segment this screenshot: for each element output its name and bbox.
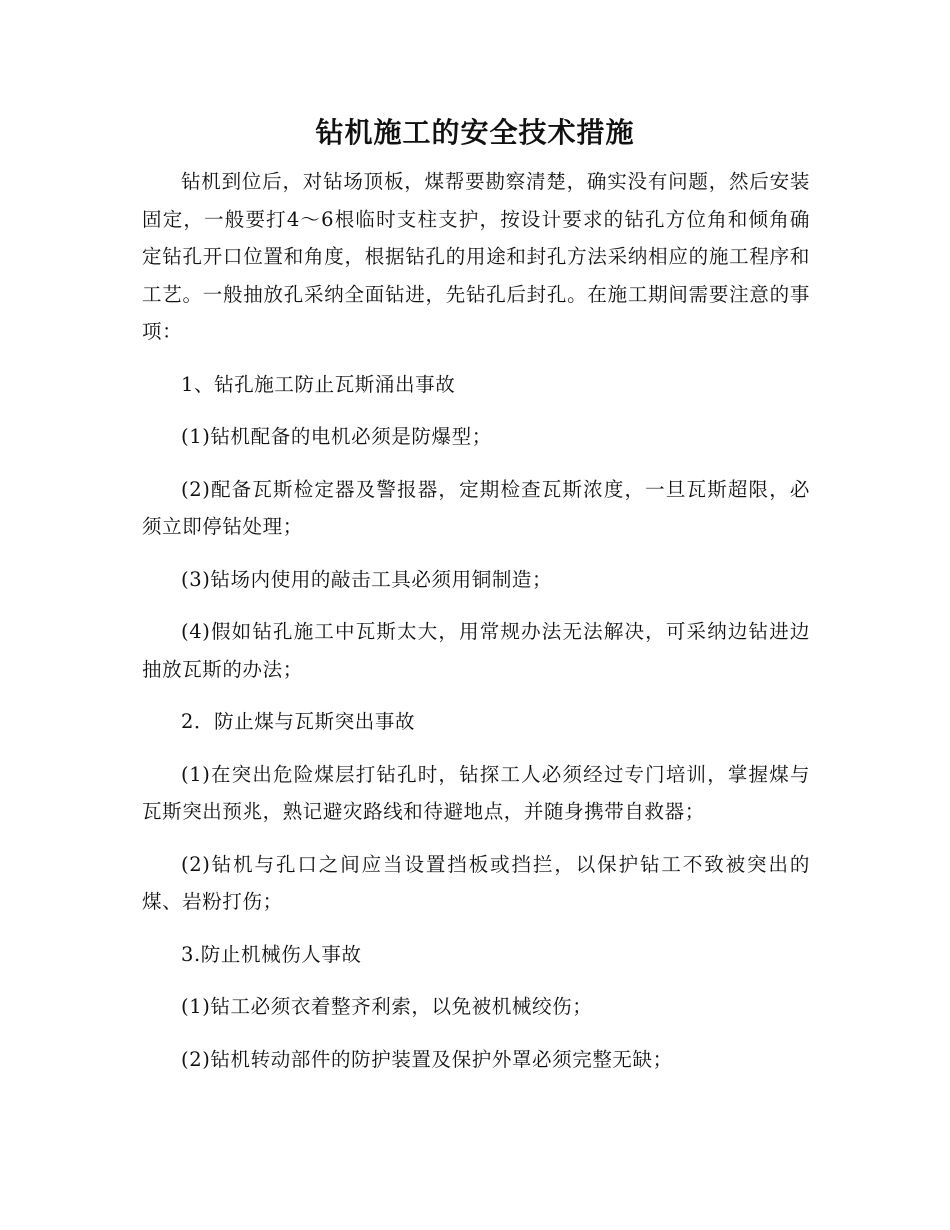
section-heading-2: 2．防止煤与瓦斯突出事故 <box>181 710 416 733</box>
section-heading-3: 3.防止机械伤人事故 <box>181 942 362 966</box>
list-item-1-3: (3)钻场内使用的敲击工具必须用铜制造； <box>181 567 553 591</box>
list-item-1-4: (4)假如钻孔施工中瓦斯太大，用常规办法无法解决，可采纳边钻进边抽放瓦斯的办法； <box>142 620 810 681</box>
section-heading-1: 1、钻孔施工防止瓦斯涌出事故 <box>181 372 456 396</box>
list-item-1-1: (1)钻机配备的电机必须是防爆型； <box>181 425 492 448</box>
list-item-1-2: (2)配备瓦斯检定器及警报器，定期检查瓦斯浓度，一旦瓦斯超限，必须立即停钻处理； <box>142 477 810 538</box>
list-item-3-1: (1)钻工必须衣着整齐利索，以免被机械绞伤； <box>181 995 593 1018</box>
document-body <box>142 163 810 1093</box>
list-item-2-2: (2)钻机与孔口之间应当设置挡板或挡拦，以保护钻工不致被突出的煤、岩粉打伤； <box>142 852 810 913</box>
intro-paragraph: 钻机到位后，对钻场顶板，煤帮要勘察清楚，确实没有问题，然后安装固定，一般要打4～6根临时支柱支护，按设计要求的钻孔方位角和倾角确定钻孔开口位置和角度，根据钻孔的用途和封孔方法采纳相应的施工程序和工艺。一般抽放孔采纳全面钻进，先钻孔后封孔。在施工期间需要注意的事项： <box>142 170 810 343</box>
list-item-2-1: (1)在突出危险煤层打钻孔时，钻探工人必须经过专门培训，掌握煤与瓦斯突出预兆，熟记避灾路线和待避地点，并随身携带自救器； <box>142 762 810 823</box>
document-title: 钻机施工的安全技术措施 <box>315 116 635 149</box>
list-item-3-2: (2)钻机转动部件的防护装置及保护外罩必须完整无缺； <box>181 1047 673 1071</box>
